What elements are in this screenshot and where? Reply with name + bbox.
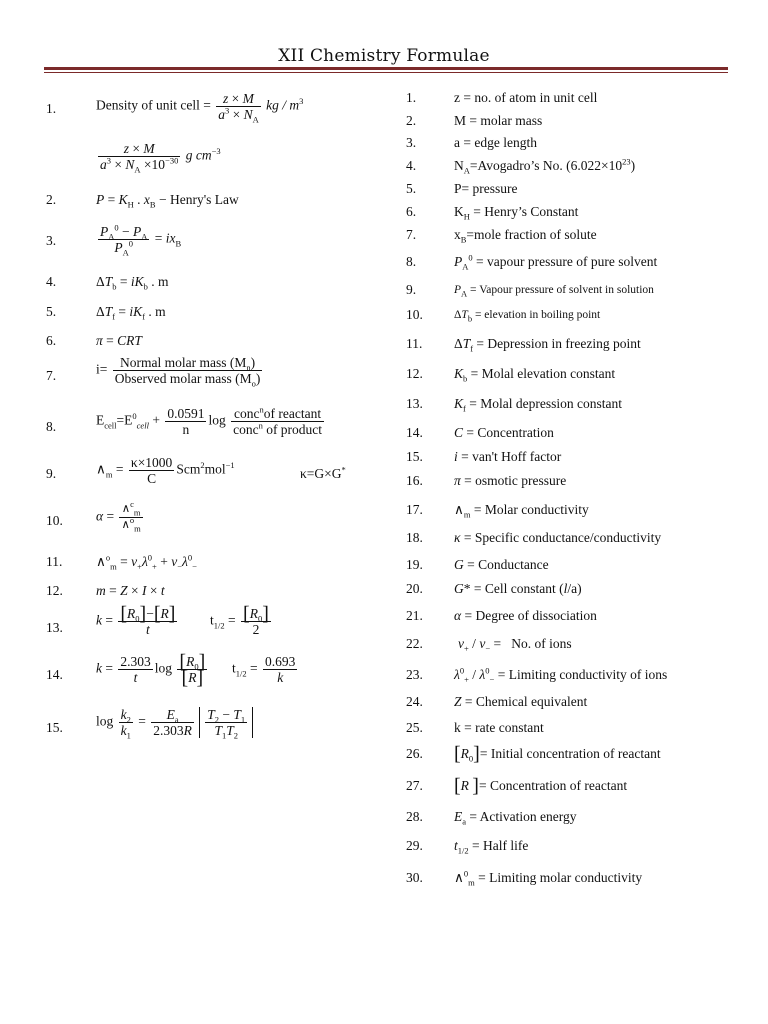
item-number: 4. bbox=[46, 274, 57, 289]
definition-text: = Molal depression constant bbox=[469, 396, 622, 411]
title-rule-thin bbox=[44, 72, 728, 73]
formula-kohlrausch: ∧$^o_m$ = $v_+\lambda^0_+ + v_-\lambda^0_-$ bbox=[96, 552, 197, 572]
definition-pure-solvent: $P_A^0$ = vapour pressure of pure solvent bbox=[454, 252, 658, 272]
definition-ions: $v_+ / v_- = No$. of ions bbox=[458, 636, 572, 654]
formula-vant-hoff: i= $\frac{Normal molar mass (M_n)}{Observed molar mass (M_o)}$ bbox=[96, 355, 261, 389]
definition-text: = Concentration bbox=[466, 425, 554, 440]
definition-text: = Henry’s Constant bbox=[473, 204, 579, 219]
formula-raoult: $\frac{P_A^0 - P_A}{P_A^0}$ = $ix_B$ bbox=[100, 222, 182, 258]
formula-density: Density of unit cell = $\frac{z \times M}{a^3 \times N_A}$ kg / $m^3$ bbox=[96, 91, 304, 125]
definition-text: =Avogadro’s No. (6.022×10 bbox=[469, 158, 623, 173]
formula-arrhenius: log $\frac{k_2}{k_1}$ = $\frac{E_a}{2.303R}$ $\frac{T_2 - T_1}{T_1T_2}$ bbox=[96, 707, 253, 738]
definition-z: Z = Chemical equivalent bbox=[454, 694, 588, 709]
item-number: 2. bbox=[46, 192, 57, 207]
definition-text: = Limiting molar conductivity bbox=[478, 870, 643, 885]
formula-text: i= bbox=[96, 361, 108, 377]
formula-text: 2.303 bbox=[153, 723, 184, 738]
item-number: 13. bbox=[406, 396, 423, 411]
item-number: 5. bbox=[46, 304, 57, 319]
definition-text: = Specific conductance/conductivity bbox=[463, 530, 662, 545]
item-number: 6. bbox=[46, 333, 57, 348]
item-number: 11. bbox=[406, 336, 423, 351]
definition-alpha: α = Degree of dissociation bbox=[454, 608, 597, 623]
definition-kf: $K_f$ = Molal depression constant bbox=[454, 396, 622, 414]
definition-text: = Cell constant ( bbox=[473, 581, 564, 596]
item-number: 5. bbox=[406, 181, 417, 196]
definition-text: = Activation energy bbox=[469, 809, 577, 824]
formula-text: of reactant bbox=[263, 406, 322, 421]
item-number: 7. bbox=[46, 368, 57, 383]
definition-kappa: κ = Specific conductance/conductivity bbox=[454, 530, 662, 545]
item-number: 17. bbox=[406, 502, 423, 517]
definition-solution-vp: $P_A$ = Vapour pressure of solvent in solution bbox=[454, 284, 654, 299]
formula-text: of product bbox=[262, 422, 323, 437]
formula-first-order: k = $\frac{2.303}{t}$ log $\frac{[R_0]}{[R]}$ bbox=[96, 651, 206, 689]
item-number: 8. bbox=[406, 254, 417, 269]
definition-r: [R ]= Concentration of reactant bbox=[454, 775, 628, 797]
definition-vant-hoff: i = van't Hoff factor bbox=[454, 449, 562, 464]
item-number: 3. bbox=[46, 233, 57, 248]
item-number: 13. bbox=[46, 620, 63, 635]
formula-text: . m bbox=[148, 304, 166, 319]
definition-limiting-ions: $\lambda^0_+ / \lambda^0_-$ = Limiting conductivity of ions bbox=[454, 665, 668, 685]
definition-text: = Half life bbox=[472, 838, 529, 853]
definition-text: z = no. of atom in unit cell bbox=[454, 90, 598, 105]
item-number: 26. bbox=[406, 746, 423, 761]
formula-text: 0.693 bbox=[265, 654, 296, 669]
formula-faraday: m = Z × I × t bbox=[96, 583, 165, 598]
formula-text: κ=G×G bbox=[300, 466, 342, 481]
formula-unit: kg / m bbox=[266, 97, 300, 113]
formula-text: log bbox=[208, 412, 226, 428]
formula-text: conc bbox=[234, 406, 260, 421]
definition-r0: $[R_0]=$ Initial concentration of reactant bbox=[454, 743, 661, 765]
definition-osmotic: π = osmotic pressure bbox=[454, 473, 567, 488]
definition-text: M = molar mass bbox=[454, 113, 543, 128]
formula-boiling-elevation: $\Delta T_b = iK_b$ . m bbox=[96, 274, 169, 292]
formula-molar-conductivity: $\wedge_m$ = $\frac{\kappa\times 1000}{C}$ Scm$^2$mol$^{-1}$ bbox=[96, 455, 235, 486]
item-number: 15. bbox=[46, 720, 63, 735]
formula-zero-order: k = $\frac{[R_0]-[R]}{t}$ bbox=[96, 603, 176, 637]
definition-text: = vapour pressure of pure solvent bbox=[476, 254, 658, 269]
definition-henry-constant: $K_H$ = Henry’s Constant bbox=[454, 204, 579, 222]
definition-text: = Depression in freezing point bbox=[476, 336, 641, 351]
title-rule bbox=[44, 67, 728, 70]
definition-cell-constant: G* = Cell constant (l/a) bbox=[454, 581, 582, 596]
item-number: 10. bbox=[406, 307, 423, 322]
formula-henry: $P = K_H$ . $x_B$ − Henry's Law bbox=[96, 192, 239, 210]
definition-text: = osmotic pressure bbox=[464, 473, 567, 488]
definition-text: = Chemical equivalent bbox=[464, 694, 588, 709]
formula-text: κ×1000 bbox=[130, 455, 173, 470]
item-number: 23. bbox=[406, 667, 423, 682]
item-number: 1. bbox=[406, 90, 417, 105]
formula-degree-dissociation: α = $\frac{\wedge^c_m}{\wedge^o_m}$ bbox=[96, 499, 141, 534]
definition-text: = Vapour pressure of solvent in solution bbox=[470, 284, 654, 296]
definition-text: = van't Hoff factor bbox=[461, 449, 562, 464]
formula-zero-order-half: $t_{1/2}$ = $\frac{[R_0]}{2}$ bbox=[210, 603, 269, 637]
item-number: 16. bbox=[406, 473, 423, 488]
formula-osmotic: π = CRT bbox=[96, 333, 142, 348]
item-number: 10. bbox=[46, 513, 63, 528]
item-number: 8. bbox=[46, 419, 57, 434]
item-number: 15. bbox=[406, 449, 423, 464]
definition-text: k = rate constant bbox=[454, 720, 544, 735]
formula-freezing-depression: $\Delta T_f = iK_f$ . m bbox=[96, 304, 166, 322]
item-number: 14. bbox=[406, 425, 423, 440]
item-number: 21. bbox=[406, 608, 423, 623]
definition-limiting-molar: ∧$^0_m$ = Limiting molar conductivity bbox=[454, 868, 643, 888]
item-number: 2. bbox=[406, 113, 417, 128]
definition-ea: $E_a$ = Activation energy bbox=[454, 809, 577, 827]
formula-kappa: κ=G×G* bbox=[300, 464, 346, 481]
item-number: 9. bbox=[46, 466, 57, 481]
formula-label: Density of unit cell = bbox=[96, 97, 211, 113]
item-number: 3. bbox=[406, 135, 417, 150]
item-number: 25. bbox=[406, 720, 423, 735]
item-number: 30. bbox=[406, 870, 423, 885]
formula-unit: g cm bbox=[185, 147, 212, 163]
formula-label: Henry's Law bbox=[169, 192, 239, 207]
item-number: 29. bbox=[406, 838, 423, 853]
formula-nernst: $E_{cell}=E^0_{cell}$ + $\frac{0.0591}{n}$ log $\frac{conc^nof reactant}{conc^n of product}$ bbox=[96, 404, 323, 437]
item-number: 28. bbox=[406, 809, 423, 824]
definition-text: =mole fraction of solute bbox=[466, 227, 597, 242]
item-number: 22. bbox=[406, 636, 423, 651]
definition-text: = Molal elevation constant bbox=[470, 366, 616, 381]
definition-text: = elevation in boiling point bbox=[474, 309, 601, 321]
item-number: 20. bbox=[406, 581, 423, 596]
definition-text: No. of ions bbox=[511, 636, 572, 651]
formula-density-cgs: $\frac{z \times M}{a^3 \times N_A \times 10^{-30}}$ g $cm^{-3}$ bbox=[100, 141, 221, 175]
formula-first-order-half: $t_{1/2}$ = $\frac{0.693}{k}$ bbox=[232, 654, 296, 685]
item-number: 9. bbox=[406, 282, 417, 297]
formula-text: 0.0591 bbox=[167, 406, 205, 421]
definition-text: a = edge length bbox=[454, 135, 537, 150]
definition-avogadro: $N_A=Avogadro’s$ No. $(6.022\times 10^{23})$ bbox=[454, 156, 636, 176]
definition-mole-fraction: $x_B=mole$ fraction of solute bbox=[454, 227, 597, 245]
definition-text: = Conductance bbox=[467, 557, 549, 572]
formula-text: Normal molar mass (M bbox=[120, 355, 247, 370]
definition-freezing: $\Delta T_f$ = Depression in freezing point bbox=[454, 336, 641, 354]
item-number: 6. bbox=[406, 204, 417, 219]
definition-boiling: $\Delta T_b$ = elevation in boiling point bbox=[454, 309, 601, 324]
definition-text: = Concentration of reactant bbox=[478, 778, 628, 793]
definition-concentration: C = Concentration bbox=[454, 425, 554, 440]
item-number: 24. bbox=[406, 694, 423, 709]
formula-text: . m bbox=[151, 274, 169, 289]
definition-text: = Molar conductivity bbox=[473, 502, 589, 517]
page-title: XII Chemistry Formulae bbox=[278, 46, 490, 66]
item-number: 27. bbox=[406, 778, 423, 793]
formula-text: C bbox=[129, 470, 174, 486]
definition-half-life: $t_{1/2}$ = Half life bbox=[454, 838, 529, 856]
formula-text: n bbox=[165, 421, 206, 437]
definition-text: = Initial concentration of reactant bbox=[479, 746, 661, 761]
definition-molar-conductivity: $\wedge_m$ = Molar conductivity bbox=[454, 502, 589, 520]
definition-text: = Degree of dissociation bbox=[464, 608, 597, 623]
formula-text: 2.303 bbox=[120, 654, 151, 669]
formula-text: Scm bbox=[176, 461, 201, 477]
item-number: 14. bbox=[46, 667, 63, 682]
formula-text: conc bbox=[233, 422, 259, 437]
formula-text: Observed molar mass (M bbox=[114, 371, 252, 386]
item-number: 11. bbox=[46, 554, 63, 569]
definition-text: P= pressure bbox=[454, 181, 518, 196]
item-number: 12. bbox=[46, 583, 63, 598]
definition-conductance: G = Conductance bbox=[454, 557, 549, 572]
item-number: 1. bbox=[46, 101, 57, 116]
item-number: 7. bbox=[406, 227, 417, 242]
definition-kb: $K_b$ = Molal elevation constant bbox=[454, 366, 616, 384]
definition-text: = Limiting conductivity of ions bbox=[497, 667, 668, 682]
item-number: 12. bbox=[406, 366, 423, 381]
item-number: 19. bbox=[406, 557, 423, 572]
item-number: 18. bbox=[406, 530, 423, 545]
item-number: 4. bbox=[406, 158, 417, 173]
